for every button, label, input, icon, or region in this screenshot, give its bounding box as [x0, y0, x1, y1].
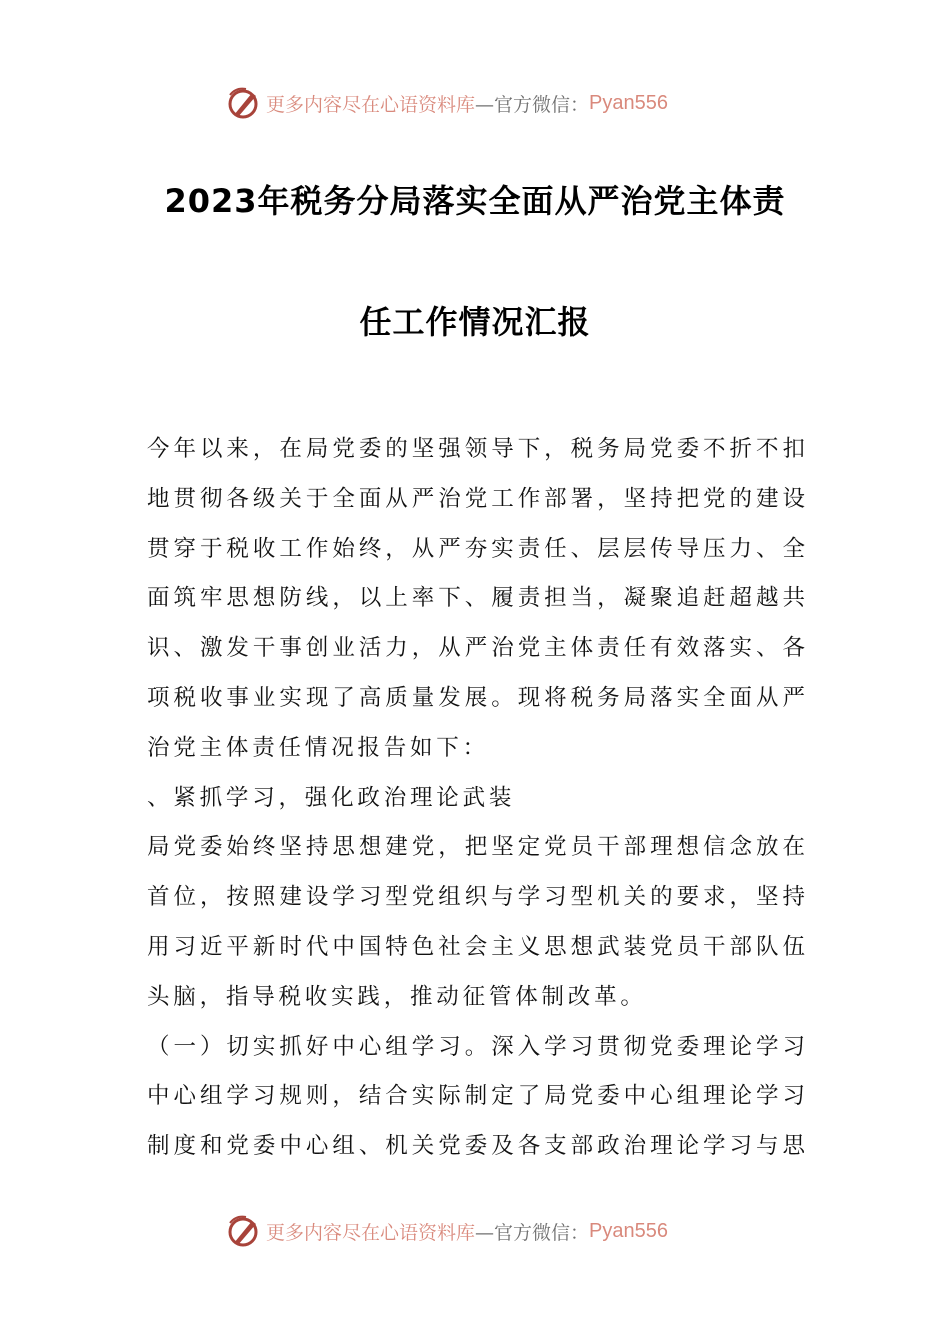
body-text-line: 首位，按照建设学习型党组织与学习型机关的要求，坚持 [147, 884, 805, 911]
body-text-line: 贯穿于税收工作始终，从严夯实责任、层层传导压力、全 [147, 535, 805, 562]
body-text-line: 识、激发干事创业活力，从严治党主体责任有效落实、各 [147, 635, 805, 662]
body-text-line: 、紧抓学习，强化政治理论武装 [147, 784, 516, 811]
body-text-line: 局党委始终坚持思想建党，把坚定党员干部理想信念放在 [147, 834, 805, 861]
body-text-line: 项税收事业实现了高质量发展。现将税务局落实全面从严 [147, 685, 805, 711]
header-watermark [226, 85, 668, 121]
pen-logo-icon [226, 85, 262, 121]
footer-watermark [226, 1213, 668, 1249]
document-title-line-1: 2023年税务分局落实全面从严治党主体责 [164, 182, 786, 220]
pen-logo-icon [226, 1213, 262, 1249]
watermark-wechat-id: Pyan556 [589, 91, 668, 114]
body-text-line: （一）切实抓好中心组学习。深入学习贯彻党委理论学习 [147, 1033, 805, 1060]
body-text-line: 用习近平新时代中国特色社会主义思想武装党员干部队伍 [147, 934, 805, 960]
body-text-line: 今年以来，在局党委的坚强领导下，税务局党委不折不扣 [147, 436, 805, 462]
watermark-text: 更多内容尽在心语资料库 [266, 1221, 476, 1244]
body-text-line: 头脑，指导税收实践，推动征管体制改革。 [147, 983, 647, 1010]
body-text-line: 制度和党委中心组、机关党委及各支部政治理论学习与思 [147, 1133, 805, 1160]
body-text-line: 中心组学习规则，结合实际制定了局党委中心组理论学习 [147, 1083, 805, 1110]
document-title-line-2: 任工作情况汇报 [359, 303, 591, 341]
watermark-wechat-label: —官方微信： [475, 93, 590, 116]
body-text-line: 面筑牢思想防线，以上率下、履责担当，凝聚追赶超越共 [147, 585, 805, 612]
watermark-wechat-id: Pyan556 [589, 1219, 668, 1242]
watermark-text: 更多内容尽在心语资料库 [266, 93, 476, 116]
body-text-line: 治党主体责任情况报告如下： [147, 734, 489, 761]
body-text-line: 地贯彻各级关于全面从严治党工作部署，坚持把党的建设 [147, 485, 805, 512]
watermark-wechat-label: —官方微信： [475, 1221, 590, 1244]
